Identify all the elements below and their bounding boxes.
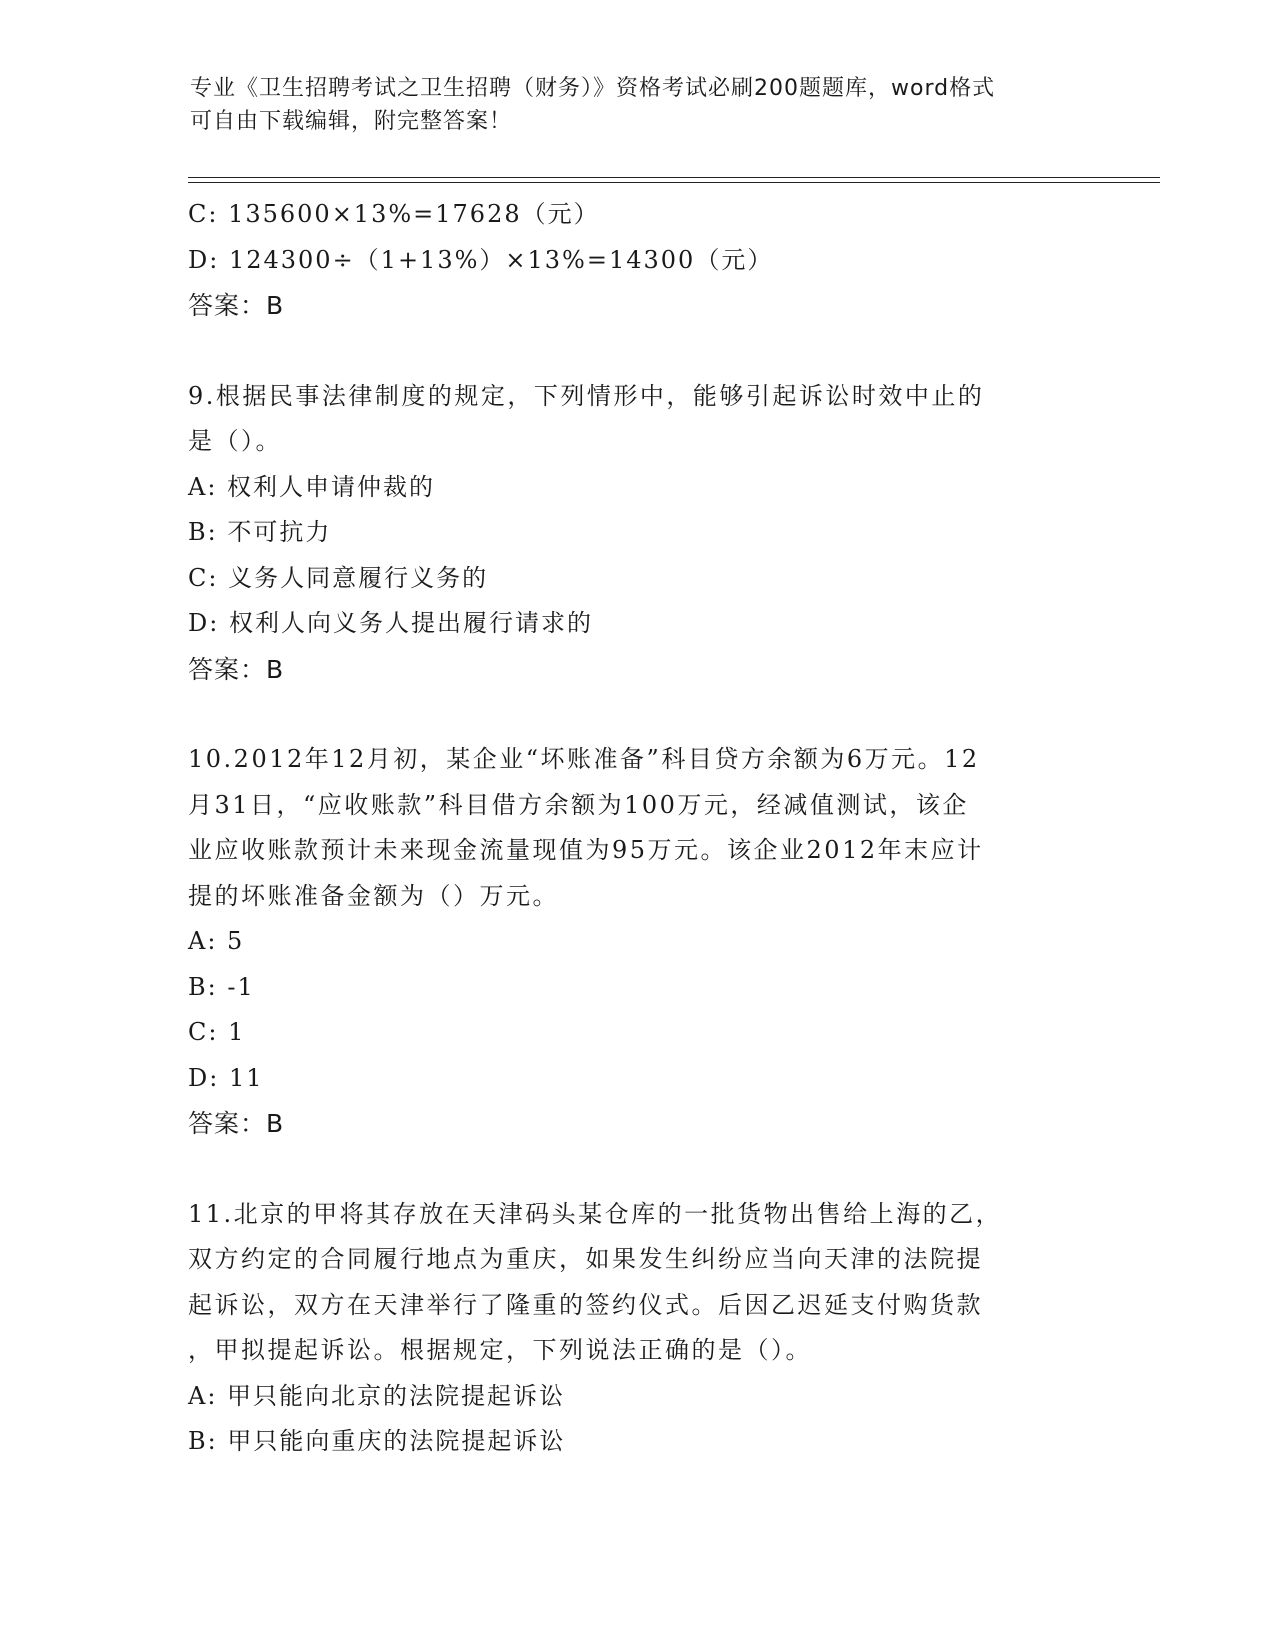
stem-line: 9.根据民事法律制度的规定，下列情形中，能够引起诉讼时效中止的 [188, 381, 985, 410]
question-10 [188, 737, 1088, 1147]
answer: 答案：B [188, 291, 285, 320]
prev-question-tail [188, 192, 1088, 329]
option-b: B: -1 [188, 972, 255, 1001]
question-stem [188, 737, 1088, 919]
stem-line: 是（）。 [188, 427, 282, 455]
option-d: D: 11 [188, 1063, 264, 1092]
option-a: A: 5 [188, 927, 245, 955]
option-c: C: 1 [188, 1018, 246, 1046]
stem-line: ，甲拟提起诉讼。根据规定，下列说法正确的是（）。 [188, 1336, 812, 1364]
page-header [190, 72, 1090, 138]
stem-line: 双方约定的合同履行地点为重庆，如果发生纠纷应当向天津的法院提 [188, 1245, 983, 1273]
question-stem [188, 1192, 1088, 1374]
header-double-rule [188, 177, 1160, 183]
option-c: C: 义务人同意履行义务的 [188, 563, 489, 592]
stem-line: 11.北京的甲将其存放在天津码头某仓库的一批货物出售给上海的乙， [188, 1199, 1003, 1228]
option-a: A: 权利人申请仲裁的 [188, 472, 436, 501]
stem-line: 10.2012年12月初，某企业“坏账准备”科目贷方余额为6万元。12 [188, 745, 980, 773]
question-11 [188, 1192, 1088, 1465]
option-c: C: 135600×13%=17628（元） [188, 200, 600, 228]
answer: 答案：B [188, 654, 285, 684]
option-a: A: 甲只能向北京的法院提起诉讼 [188, 1381, 566, 1410]
answer: 答案：B [188, 1109, 285, 1138]
option-b: B: 不可抗力 [188, 518, 332, 546]
stem-line: 业应收账款预计未来现金流量现值为95万元。该企业2012年末应计 [188, 836, 984, 864]
stem-line: 月31日，“应收账款”科目借方余额为100万元，经减值测试，该企 [188, 790, 969, 819]
option-d: D: 124300÷（1+13%）×13%=14300（元） [188, 245, 774, 274]
option-b: B: 甲只能向重庆的法院提起诉讼 [188, 1427, 566, 1455]
stem-line: 提的坏账准备金额为（）万元。 [188, 881, 559, 910]
header-line-2: 可自由下载编辑，附完整答案！ [190, 109, 513, 134]
question-stem [188, 374, 1088, 465]
option-d: D: 权利人向义务人提出履行请求的 [188, 609, 593, 637]
document-body [188, 192, 1088, 1465]
header-line-1: 专业《卫生招聘考试之卫生招聘（财务）》资格考试必刷200题题库，word格式 [190, 76, 996, 101]
question-9 [188, 374, 1088, 693]
stem-line: 起诉讼，双方在天津举行了隆重的签约仪式。后因乙迟延支付购货款 [188, 1290, 983, 1319]
